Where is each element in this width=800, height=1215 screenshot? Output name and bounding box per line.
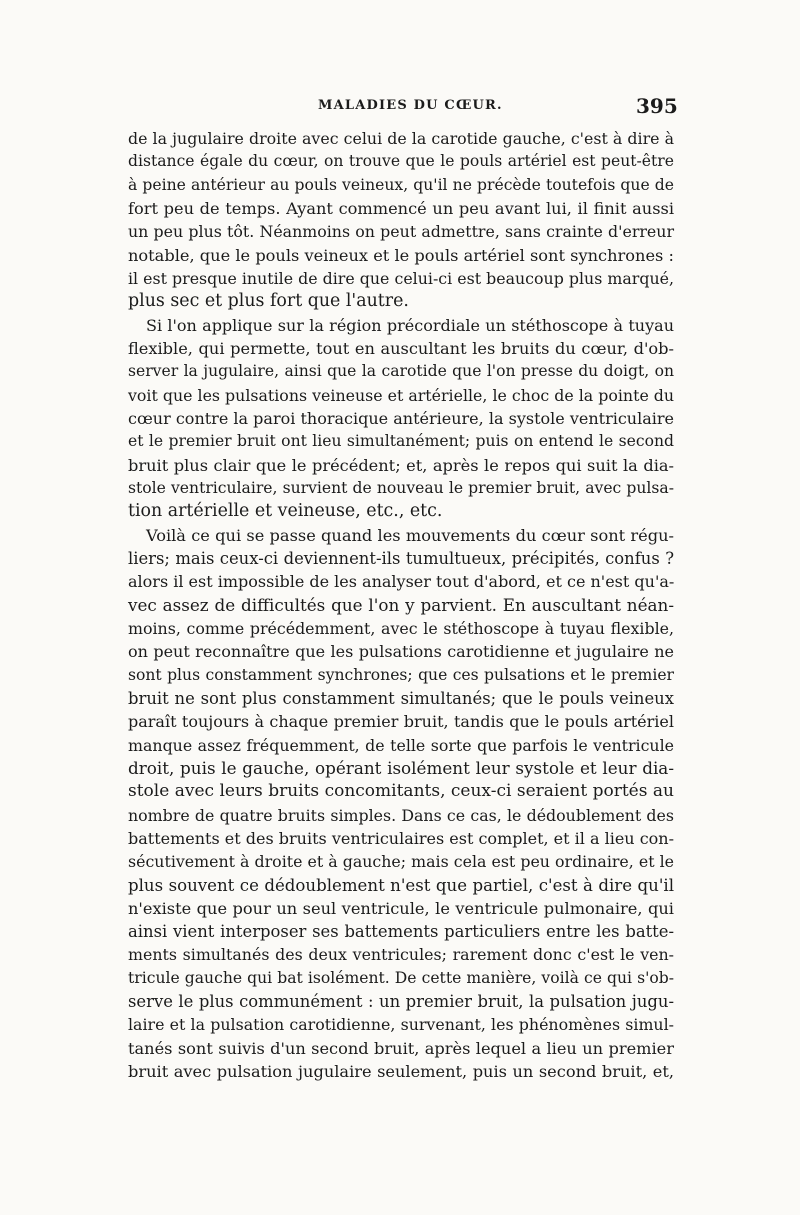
- text-line: notable, que le pouls veineux et le pouls artériel sont synchrones :: [128, 245, 674, 265]
- text-line: ments simultanés des deux ventricules; rarement donc c'est le ven-: [128, 945, 674, 965]
- text-line: alors il est impossible de les analyser tout d'abord, et ce n'est qu'a-: [128, 572, 675, 592]
- text-line: de la jugulaire droite avec celui de la carotide gauche, c'est à dire à: [128, 129, 674, 148]
- text-line: distance égale du cœur, on trouve que le pouls artériel est peut-être: [128, 152, 674, 171]
- text-line: server la jugulaire, ainsi que la carotide que l'on presse du doigt, on: [128, 362, 674, 381]
- text-line: liers; mais ceux-ci deviennent-ils tumultueux, précipités, confus ?: [128, 548, 674, 568]
- text-line: fort peu de temps. Ayant commencé un peu avant lui, il finit aussi: [128, 198, 674, 218]
- text-line: vec assez de difficultés que l'on y parvient. En auscultant néan-: [128, 594, 674, 615]
- body-text: [128, 127, 674, 1083]
- text-line: battements et des bruits ventriculaires est complet, et il a lieu con-: [128, 828, 674, 848]
- text-line: et le premier bruit ont lieu simultanément; puis on entend le second: [128, 432, 674, 451]
- text-line: sont plus constamment synchrones; que ces pulsations et le premier: [128, 665, 674, 684]
- text-line: cœur contre la paroi thoracique antérieure, la systole ventriculaire: [128, 408, 674, 428]
- text-line: voit que les pulsations veineuse et artérielle, le choc de la pointe du: [128, 385, 675, 405]
- text-line: un peu plus tôt. Néanmoins on peut admettre, sans crainte d'erreur: [128, 222, 674, 242]
- page-number: 395: [636, 94, 678, 118]
- text-line: bruit ne sont plus constamment simultanés; que le pouls veineux: [128, 688, 674, 708]
- paragraph-start-line: Si l'on applique sur la région précordiale un stéthoscope à tuyau: [146, 315, 674, 335]
- text-line: tricule gauche qui bat isolément. De cette manière, voilà ce qui s'ob-: [128, 968, 674, 987]
- text-line: droit, puis le gauche, opérant isolément leur systole et leur dia-: [128, 757, 674, 778]
- text-line: bruit avec pulsation jugulaire seulement, puis un second bruit, et,: [128, 1062, 674, 1082]
- text-line: il est presque inutile de dire que celui-ci est beaucoup plus marqué,: [128, 268, 674, 288]
- text-line: laire et la pulsation carotidienne, survenant, les phénomènes simul-: [128, 1015, 674, 1035]
- text-line: tanés sont suivis d'un second bruit, après lequel a lieu un premier: [128, 1038, 674, 1058]
- text-line: stole ventriculaire, survient de nouveau le premier bruit, avec pulsa-: [128, 478, 674, 497]
- text-line: paraît toujours à chaque premier bruit, tandis que le pouls artériel: [128, 712, 674, 732]
- page-header: [0, 94, 800, 118]
- paragraph-start-line: Voilà ce qui se passe quand les mouvements du cœur sont régu-: [146, 525, 674, 545]
- text-line: stole avec leurs bruits concomitants, ceux-ci seraient portés au: [128, 781, 674, 802]
- text-line: tion artérielle et veineuse, etc., etc.: [128, 501, 443, 522]
- text-line: flexible, qui permette, tout en auscultant les bruits du cœur, d'ob-: [128, 338, 674, 358]
- text-line: nombre de quatre bruits simples. Dans ce cas, le dédoublement des: [128, 805, 674, 825]
- text-line: moins, comme précédemment, avec le stéthoscope à tuyau flexible,: [128, 618, 674, 638]
- text-line: sécutivement à droite et à gauche; mais cela est peu ordinaire, et le: [128, 852, 674, 872]
- text-line: on peut reconnaître que les pulsations carotidienne et jugulaire ne: [128, 642, 674, 662]
- text-line: plus sec et plus fort que l'autre.: [128, 291, 409, 312]
- text-line: à peine antérieur au pouls veineux, qu'il ne précède toutefois que de: [128, 175, 674, 194]
- text-line: ainsi vient interposer ses battements particuliers entre les batte-: [128, 922, 674, 942]
- text-line: serve le plus communément : un premier bruit, la pulsation jugu-: [128, 992, 674, 1012]
- text-line: n'existe que pour un seul ventricule, le ventricule pulmonaire, qui: [128, 898, 674, 918]
- running-title: MALADIES DU CŒUR.: [318, 98, 503, 113]
- text-line: manque assez fréquemment, de telle sorte que parfois le ventricule: [128, 735, 674, 755]
- text-line: plus souvent ce dédoublement n'est que partiel, c'est à dire qu'il: [128, 875, 674, 895]
- text-line: bruit plus clair que le précédent; et, après le repos qui suit la dia-: [128, 455, 674, 475]
